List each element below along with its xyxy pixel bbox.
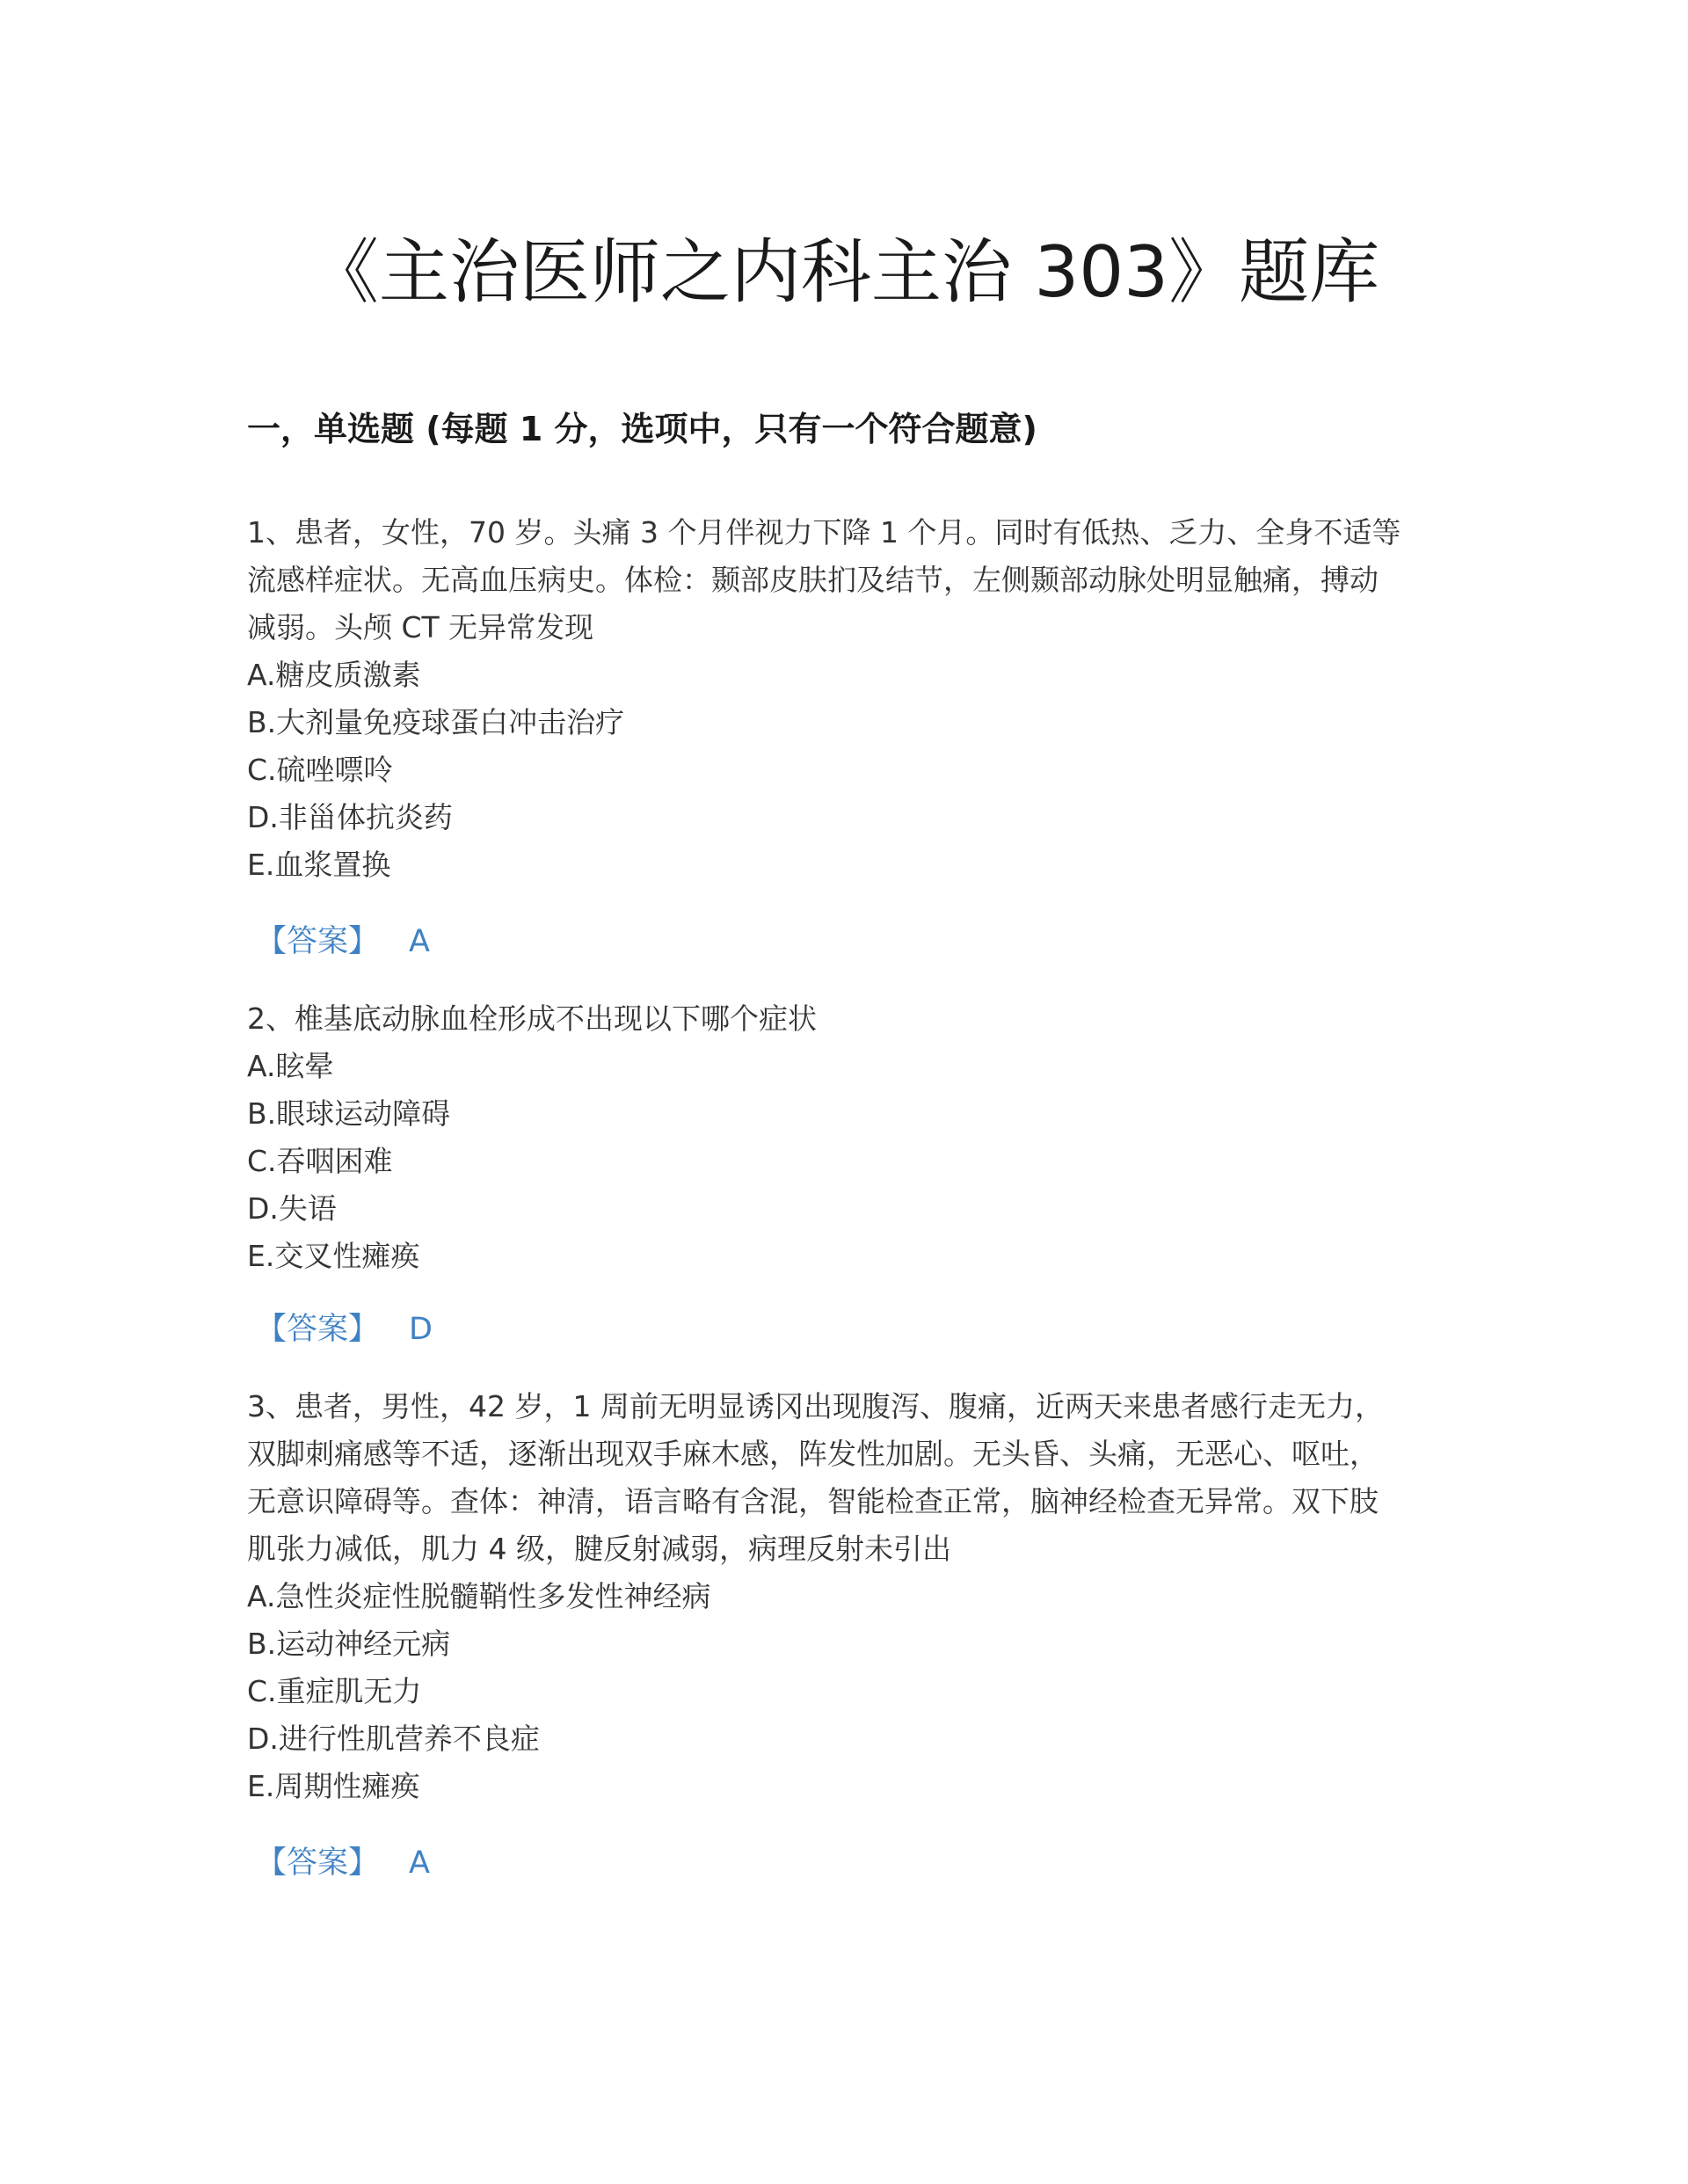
question-2-option-a: A.眩晕 [247,1049,334,1083]
question-1-line-2: 流感样症状。无高血压病史。体检：颞部皮肤扪及结节，左侧颞部动脉处明显触痛，搏动 [247,563,1379,597]
question-1-line-3: 减弱。头颅 CT 无异常发现 [247,610,594,644]
answer-label: 【答案】 [256,924,380,959]
question-3-option-c: C.重症肌无力 [247,1674,422,1708]
question-3-option-e: E.周期性瘫痪 [247,1769,420,1803]
answer-value: D [409,1312,433,1347]
question-1-option-a: A.糖皮质激素 [247,658,421,692]
question-2 [247,995,1478,1280]
document-title: 《主治医师之内科主治 303》题库 [308,231,1380,313]
question-3-line-1: 3、患者，男性，42 岁，1 周前无明显诱冈出现腹泻、腹痛，近两天来患者感行走无力， [247,1389,1384,1423]
question-3 [247,1383,1478,1810]
question-3-option-a: A.急性炎症性脱髓鞘性多发性神经病 [247,1579,711,1613]
question-1-line-1: 1、患者，女性，70 岁。头痛 3 个月伴视力下降 1 个月。同时有低热、乏力、全身不适等 [247,515,1401,550]
question-3-line-4: 肌张力减低，肌力 4 级，腱反射减弱，病理反射未引出 [247,1532,951,1566]
question-2-option-e: E.交叉性瘫痪 [247,1239,420,1273]
question-3-line-2: 双脚刺痛感等不适，逐渐出现双手麻木感，阵发性加剧。无头昏、头痛，无恶心、呕吐， [247,1437,1379,1471]
question-1 [247,509,1478,889]
question-2-option-d: D.失语 [247,1191,337,1226]
question-1-answer [256,918,430,965]
question-2-option-c: C.吞咽困难 [247,1144,393,1178]
question-3-line-3: 无意识障碍等。查体：神清，语言略有含混，智能检查正常，脑神经检查无异常。双下肢 [247,1484,1379,1518]
question-1-option-b: B.大剂量免疫球蛋白冲击治疗 [247,705,625,739]
question-2-option-b: B.眼球运动障碍 [247,1096,451,1131]
question-1-option-e: E.血浆置换 [247,848,391,882]
question-3-answer [256,1839,430,1887]
answer-value: A [409,1845,430,1881]
question-2-answer [256,1306,433,1353]
answer-value: A [409,924,430,959]
question-3-option-d: D.进行性肌营养不良症 [247,1722,540,1756]
answer-label: 【答案】 [256,1312,380,1347]
question-2-line-1: 2、椎基底动脉血栓形成不出现以下哪个症状 [247,1001,817,1036]
question-1-option-d: D.非甾体抗炎药 [247,800,453,834]
question-1-option-c: C.硫唑嘌呤 [247,753,393,787]
answer-label: 【答案】 [256,1845,380,1881]
section-heading: 一，单选题 (每题 1 分，选项中，只有一个符合题意) [247,410,1037,448]
question-3-option-b: B.运动神经元病 [247,1627,451,1661]
